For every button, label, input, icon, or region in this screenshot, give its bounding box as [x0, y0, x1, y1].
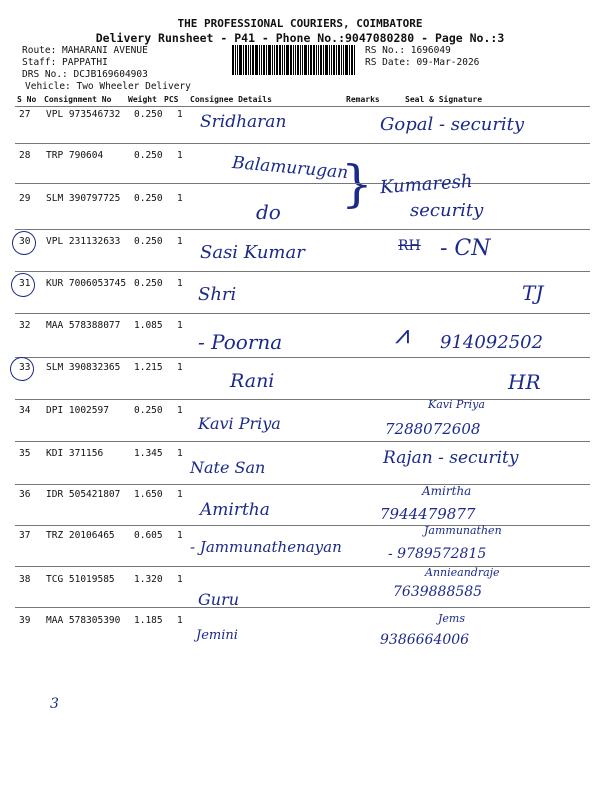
row-divider	[15, 183, 590, 184]
row-signature-handwriting: Kumaresh	[379, 170, 474, 199]
row-weight: 0.605	[134, 530, 163, 541]
row-consignee-handwriting: Kavi Priya	[198, 414, 281, 433]
row-divider	[15, 607, 590, 608]
row-weight: 1.185	[134, 615, 163, 626]
row-consignee-handwriting: Guru	[198, 590, 240, 609]
row-consignee-handwriting: Balamurugan	[231, 152, 349, 184]
row-divider	[15, 357, 590, 358]
row-divider	[15, 229, 590, 230]
column-header-consignment: Consignment No	[44, 95, 112, 104]
row-weight: 1.320	[134, 574, 163, 585]
drs-label: DRS No.: DCJB169604903	[22, 69, 148, 80]
row-consignment: KDI 371156	[46, 448, 104, 459]
row-sno: 38	[19, 574, 31, 585]
barcode-bar	[351, 45, 353, 75]
row-signature-handwriting: 914092502	[440, 332, 544, 353]
row-signature-handwriting-2: 7944479877	[380, 505, 476, 523]
barcode-bar	[345, 45, 348, 75]
row-sno: 27	[19, 109, 31, 120]
row-sno: 36	[19, 489, 31, 500]
barcode-bar	[268, 45, 271, 75]
barcode-bar	[336, 45, 337, 75]
row-sno: 30	[19, 236, 31, 247]
row-weight: 0.250	[134, 109, 163, 120]
row-pcs: 1	[177, 278, 183, 289]
barcode-bar	[279, 45, 281, 75]
row-consignee-handwriting: Rani	[230, 370, 275, 392]
barcode-bar	[293, 45, 294, 75]
barcode-bar	[239, 45, 242, 75]
row-consignment: TRZ 20106465	[46, 530, 115, 541]
row-divider	[15, 441, 590, 442]
runsheet-subtitle: Delivery Runsheet - P41 - Phone No.:9047080280 - Page No.:3	[95, 31, 505, 45]
barcode-bar	[266, 45, 267, 75]
row-consignee-handwriting: Sasi Kumar	[200, 242, 305, 263]
row-pcs: 1	[177, 615, 183, 626]
barcode-bar	[318, 45, 319, 75]
row-weight: 1.085	[134, 320, 163, 331]
row-pcs: 1	[177, 574, 183, 585]
row-signature-handwriting: - CN	[440, 236, 491, 261]
row-consignment: DPI 1002597	[46, 405, 109, 416]
row-consignment: MAA 578388077	[46, 320, 121, 331]
row-pcs: 1	[177, 320, 183, 331]
row-consignee-handwriting: Sridharan	[200, 112, 287, 132]
barcode-bar	[245, 45, 247, 75]
row-sno: 28	[19, 150, 31, 161]
row-pcs: 1	[177, 448, 183, 459]
row-sno: 33	[19, 362, 31, 373]
row-divider	[15, 271, 590, 272]
barcode-bar	[255, 45, 258, 75]
row-sno: 34	[19, 405, 31, 416]
row-pcs: 1	[177, 236, 183, 247]
column-header-seal: Seal & Signature	[405, 95, 483, 104]
barcode-bar	[237, 45, 238, 75]
row-consignment: MAA 578305390	[46, 615, 121, 626]
barcode-bar	[320, 45, 322, 75]
row-divider	[15, 484, 590, 485]
row-pcs: 1	[177, 109, 183, 120]
row-sno: 29	[19, 193, 31, 204]
barcode-bar	[259, 45, 260, 75]
row-weight: 1.215	[134, 362, 163, 373]
company-title: THE PROFESSIONAL COURIERS, COIMBATORE	[177, 17, 423, 30]
barcode-bar	[232, 45, 234, 75]
barcode-bar	[300, 45, 301, 75]
barcode-bar	[308, 45, 309, 75]
barcode-bar	[343, 45, 344, 75]
barcode-bar	[304, 45, 307, 75]
row-consignee-handwriting: Shri	[198, 284, 237, 305]
row-weight: 1.650	[134, 489, 163, 500]
barcode-bar	[313, 45, 315, 75]
row-consignment: SLM 390832365	[46, 362, 121, 373]
barcode-bar	[284, 45, 285, 75]
row-consignee-handwriting: Nate San	[190, 458, 266, 477]
barcode-bar	[349, 45, 350, 75]
row-weight: 0.250	[134, 278, 163, 289]
column-header-consignee: Consignee Details	[190, 95, 272, 104]
ditto-brace: }	[341, 155, 373, 213]
barcode-bar	[333, 45, 335, 75]
barcode-bar	[286, 45, 289, 75]
barcode-bar	[329, 45, 330, 75]
barcode-bar	[316, 45, 317, 75]
page-number-handwriting: 3	[50, 696, 59, 712]
column-header-pcs: PCS	[164, 95, 179, 104]
row-weight: 0.250	[134, 150, 163, 161]
barcode-bar	[325, 45, 328, 75]
row-sno: 37	[19, 530, 31, 541]
barcode-bar	[274, 45, 275, 75]
row-signature-handwriting: Kavi Priya	[428, 398, 485, 411]
row-pcs: 1	[177, 150, 183, 161]
row-signature-handwriting: Jammunathen	[424, 524, 502, 537]
barcode-bar	[290, 45, 292, 75]
row-signature-handwriting-2: - 9789572815	[388, 546, 487, 562]
barcode-bar	[261, 45, 262, 75]
barcode-bar	[323, 45, 324, 75]
barcode-bar	[297, 45, 299, 75]
barcode-bar	[276, 45, 278, 75]
header-divider	[15, 106, 590, 107]
barcode-bar	[250, 45, 251, 75]
row-consignment: TRP 790604	[46, 150, 104, 161]
vehicle-label: Vehicle: Two Wheeler Delivery	[25, 81, 191, 92]
row-weight: 0.250	[134, 236, 163, 247]
staff-label: Staff: PAPPATHI	[22, 57, 108, 68]
row-divider	[15, 566, 590, 567]
rs-number: RS No.: 1696049	[365, 45, 451, 56]
barcode-bar	[252, 45, 254, 75]
row-weight: 0.250	[134, 405, 163, 416]
barcode-bar	[331, 45, 332, 75]
row-signature-handwriting-2: 9386664006	[380, 632, 470, 648]
scribble-mark: ⩘	[395, 320, 410, 350]
row-divider	[15, 143, 590, 144]
barcode-image	[232, 45, 360, 75]
row-signature-handwriting-2: security	[410, 200, 484, 221]
row-signature-handwriting: Gopal - security	[380, 114, 525, 135]
row-sno: 32	[19, 320, 31, 331]
row-weight: 1.345	[134, 448, 163, 459]
row-consignment: TCG 51019585	[46, 574, 115, 585]
barcode-bar	[243, 45, 244, 75]
barcode-bar	[282, 45, 283, 75]
row-signature-handwriting: Annieandraje	[425, 566, 500, 579]
row-consignment: SLM 390797725	[46, 193, 121, 204]
row-consignee-handwriting: Amirtha	[200, 500, 270, 520]
barcode-bar	[338, 45, 340, 75]
row-consignment: IDR 505421807	[46, 489, 121, 500]
rs-date: RS Date: 09-Mar-2026	[365, 57, 480, 68]
row-divider	[15, 313, 590, 314]
row-pcs: 1	[177, 489, 183, 500]
row-sno: 39	[19, 615, 31, 626]
row-signature-handwriting-2: 7288072608	[385, 420, 481, 438]
row-pcs: 1	[177, 193, 183, 204]
row-weight: 0.250	[134, 193, 163, 204]
row-consignee-handwriting: do	[256, 200, 281, 224]
barcode-bar	[235, 45, 236, 75]
row-signature-handwriting: Jems	[438, 612, 465, 625]
column-header-weight: Weight	[128, 95, 157, 104]
column-header-remarks: Remarks	[346, 95, 380, 104]
row-consignee-handwriting: Jemini	[196, 628, 238, 643]
barcode-bar	[302, 45, 303, 75]
row-signature-handwriting: Rajan - security	[383, 448, 519, 468]
row-pcs: 1	[177, 405, 183, 416]
barcode-bar	[248, 45, 249, 75]
row-divider	[15, 525, 590, 526]
barcode-bar	[310, 45, 312, 75]
row-consignment: KUR 7006053745	[46, 278, 127, 289]
row-consignment: VPL 973546732	[46, 109, 121, 120]
barcode-bar	[354, 45, 355, 75]
barcode-bar	[295, 45, 296, 75]
barcode-bar	[263, 45, 265, 75]
row-sno: 31	[19, 278, 31, 289]
barcode-bar	[341, 45, 342, 75]
row-sno: 35	[19, 448, 31, 459]
row-signature-handwriting: Amirtha	[422, 484, 472, 498]
route-label: Route: MAHARANI AVENUE	[22, 45, 148, 56]
column-header-sno: S No	[17, 95, 37, 104]
struck-signature-mark: RH	[398, 238, 421, 254]
row-signature-handwriting-2: 7639888585	[393, 584, 483, 600]
row-pcs: 1	[177, 362, 183, 373]
barcode-bar	[272, 45, 273, 75]
row-divider	[15, 399, 590, 400]
row-consignee-handwriting: - Poorna	[198, 330, 283, 354]
row-signature-handwriting: TJ	[522, 281, 544, 305]
row-consignee-handwriting: - Jammunathenayan	[190, 538, 342, 556]
row-consignment: VPL 231132633	[46, 236, 121, 247]
row-pcs: 1	[177, 530, 183, 541]
row-signature-handwriting: HR	[508, 370, 541, 394]
